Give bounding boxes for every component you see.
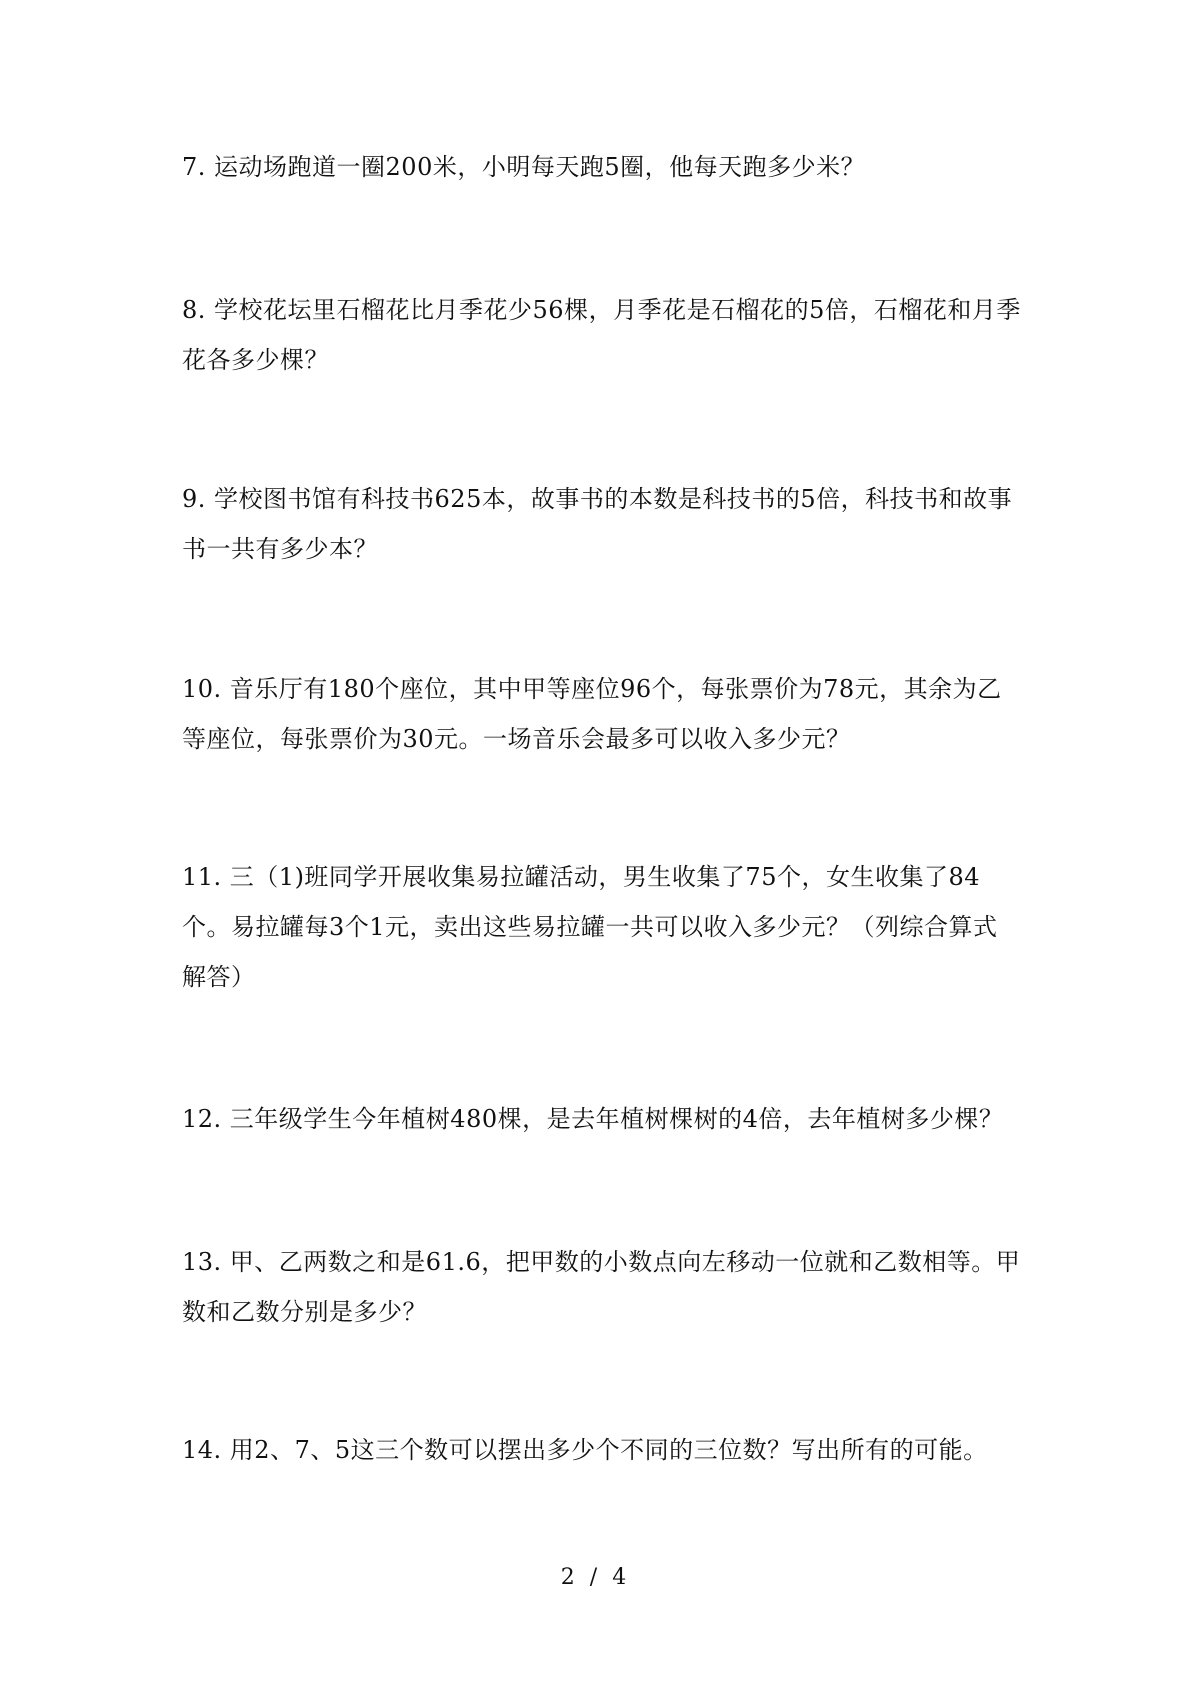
question-12: 12. 三年级学生今年植树480棵，是去年植树棵树的4倍，去年植树多少棵？ xyxy=(182,1105,1004,1133)
page-number: 2 / 4 xyxy=(560,1565,631,1590)
question-9: 9. 学校图书馆有科技书625本，故事书的本数是科技书的5倍，科技书和故事书一共有多少本？ xyxy=(182,485,1013,563)
question-10: 10. 音乐厅有180个座位，其中甲等座位96个，每张票价为78元，其余为乙等座位，每张票价为30元。一场音乐会最多可以收入多少元？ xyxy=(182,675,1002,753)
question-8: 8. 学校花坛里石榴花比月季花少56棵，月季花是石榴花的5倍，石榴花和月季花各多少棵？ xyxy=(182,296,1021,374)
question-13: 13. 甲、乙两数之和是61.6，把甲数的小数点向左移动一位就和乙数相等。甲数和乙数分别是多少？ xyxy=(182,1248,1021,1326)
question-7: 7. 运动场跑道一圈200米，小明每天跑5圈，他每天跑多少米？ xyxy=(182,153,866,181)
question-14: 14. 用2、7、5这三个数可以摆出多少个不同的三位数？写出所有的可能。 xyxy=(182,1436,988,1464)
question-11: 11. 三（1)班同学开展收集易拉罐活动，男生收集了75个，女生收集了84个。易拉罐每3个1元，卖出这些易拉罐一共可以收入多少元？（列综合算式解答） xyxy=(182,863,998,991)
